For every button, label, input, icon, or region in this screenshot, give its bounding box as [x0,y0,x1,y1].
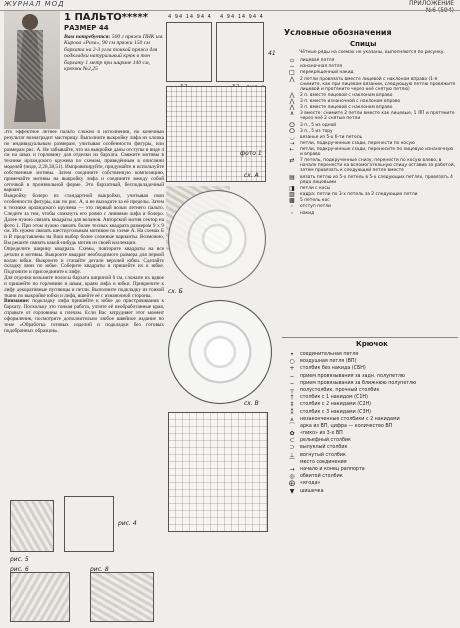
figure-4-schematic [64,496,114,552]
legend-text: вогнутый столбик [300,452,346,458]
legend-text: столбик с 3 накидами (С3Н) [300,409,372,415]
legend-text: 2 п. вместе лицевой с наклоном вправо [300,92,393,98]
legend-row [284,359,456,365]
legend-row [284,111,456,121]
legend-symbol: ▨ [289,191,295,198]
legend-row [284,424,456,430]
legend-row [284,77,456,92]
legend-symbol: ⇢ [289,140,295,148]
legend-text: петли, подкрученные сзади, перенесите по лицевую изнаночную и вправо [300,147,454,158]
bodice-front-schematic [216,22,264,82]
figure-6-image [10,572,70,622]
instruction-paragraph: Для отделки возьмите полосы бархата шириной 6 см, сложите их вдвое и пришейте по горловине и швам, краям лифа и юбки. Прикрепите к лифу декоративные пуговицы и петли. Выполните подкладку из тонкой ткани по выкройке юбки и лифа, вшейте её с изнаночной стороны. [4,275,164,299]
legend-text: столбик без накида (СБН) [300,366,366,372]
legend-symbol: ▤ [289,173,295,181]
materials-text: 500 г пряжи ПНК им. Кирова «Роза», 90 см пряжи 150 см бархата на 2-3 угла тонкой пряжи для подкладки натуральный крюк в тон бархату 1 метр при ширине 140 см, крючки №2,25 [64,34,164,73]
legend-symbol: ⩚ [290,415,294,423]
legend-symbol: ✿ [289,430,295,438]
legend-symbol: Ѻ [289,127,295,135]
pattern-title: 1 ПАЛЬТО***** [64,12,148,23]
legend-row [284,431,456,437]
knitting-legend-list [284,58,456,336]
model-figure-head [22,14,38,30]
legend-symbol: ┬ [290,386,294,394]
supplement-text: ПРИЛОЖЕНИЕ [409,0,454,7]
legend-row [284,64,456,69]
legend-symbol: † [290,394,294,402]
fig8-label: рис. 8 [90,566,109,573]
legend-divider [282,337,458,338]
legend-text: петли с косы [300,185,331,191]
legend-row [284,93,456,98]
legend-symbol: ▼ [289,487,295,495]
legend-row [284,211,456,216]
square-motif-chart-a [166,86,266,182]
legend-symbol: ◡ [289,133,295,141]
pattern-instructions [4,130,164,430]
legend-symbol: ⋀ [289,91,295,99]
legend-row [284,410,456,416]
chart-b-label: сх. Б [168,288,183,295]
legend-text: 3 п. вместе лицевой с наклоном вправо [300,105,393,111]
attention-paragraph [4,299,164,334]
measure-top-right: 4 94 14 94 4 [220,14,264,20]
chart-a-label: сх. А [244,172,259,179]
legend-row [284,402,456,408]
legend-text: 3 п., 5 из одной [300,122,337,128]
measure-top-left: 4 94 14 94 4 [168,14,212,20]
legend-text: отступ петли [300,204,331,210]
legend-symbol: ⋀ [289,75,295,83]
legend-text: 2 петли провязать вместе лицевой с наклоном вправо (1-я снимите, как при лицевом вязании, следующую петлю провяжите лицевой и протяните через неё снятую петлю) [300,76,456,92]
legend-row [284,489,456,495]
legend-text: 5 петель кос [300,198,330,204]
legend-row [284,186,456,191]
legend-symbol: □ [289,69,295,77]
legend-row [284,467,456,473]
legend-row [284,99,456,104]
instruction-paragraph: Определите ширину квадрата. Схемы, повторите квадраты на все детали и мотивы. Выкроите квадрат необходимого размера для первой волан юбки. Выкроите и стачайте детали верхней юбки. Сделайте складку вниз по юбке. Соберите квадраты и пришейте их к юбке. Подгоните и присоедините к лифу. [4,245,164,276]
legend-symbol: ⋀ [289,97,295,105]
legend-row [284,204,456,209]
materials-label: Вам потребуется: [64,34,111,40]
legend-text: «пико» из 3-х ВП [300,431,343,437]
figure-8-image [90,572,154,622]
attention-text: подкладку лифа пришейте к юбке до пристрачивания к бархату. Поскольку это тонкая работа, учтите её необработанные края, справьте от горловины к плечам. Если Вас затрудняет этот момент оформления, посмотрите дополнительно любое швейное издание по теме «Обработка готовых изделий и подкладки без готовых подобранных образцов». [4,298,164,334]
pattern-size: РАЗМЕР 44 [64,24,109,32]
legend-text: изнаночная петля [300,64,343,70]
round-motif-chart-b [168,190,266,288]
knitting-title: Спицы [350,40,377,48]
legend-symbol: ⊥ [289,451,295,459]
header-divider [0,10,460,11]
legend-row [284,366,456,372]
legend-symbol: ▫ [289,58,295,64]
legend-row [284,438,456,444]
legend-text: столбик с 1 накидом (С1Н) [300,395,368,401]
legend-text: соединительная петля [300,352,359,357]
fig6-label: рис. 6 [10,566,29,573]
legend-symbol: + [289,365,295,373]
legend-text: прием провязывания за ближнюю полупетлю [300,380,417,386]
legend-text: воздушная петля (ВП) [300,359,357,365]
instruction-paragraph: Это эффектное летнее пальто сложно в исполнении, но конечный результат вознаградит мастерицу. Выполните выкройку лифа из хлопка по индивидуальным размерам, учитывая особенности фигуры, или размерам рис. А. Не забывайте, что на выкройке даны отступы в виде 4 см на швах и горловину для отделки из бархата. Свяжите мотивы в технике ирландского кружева по схемам, приведённым в описании моделей (ниде, 2,28,38,51). Импровизируйте, придумайте и используйте собственные мотивы. Затем соедините собственную композицию, примечайте мотивы на выкройку лифа и соедините между собой сеточкой в произвольной форме. Это бархатный, бесподкладочный вариант. [4,130,164,194]
legend-symbol: → [289,466,295,473]
legend-symbol: ◦ [290,203,294,211]
legend-row [284,352,456,358]
legend-text: полустолбик, прочный столбик [300,387,380,393]
legend-text: вязанье из 5-х б-ти петель [300,134,363,140]
legend-text: петли, подкрученные сзади, перенести по косую [300,141,415,147]
legend-text: обвитой столбик [300,474,343,480]
bodice-back-schematic [166,22,212,82]
crochet-legend-list [284,352,456,624]
legend-row [284,417,456,423]
legend-row [284,481,456,487]
legend-text: столбик с 2 накидами (С2Н) [300,402,372,408]
legend-text: начало и конец раппорта [300,467,365,472]
legend-row [284,158,456,173]
legend-text: накид [300,210,315,216]
legend-text: лицевая петля [300,58,335,63]
legend-text: арка из ВП, цифра — количество ВП [300,423,393,429]
legend-row [284,175,456,185]
legend-row [284,381,456,387]
legend-row [284,129,456,134]
legend-text: 3 п., 5 из тору [300,128,333,134]
attention-label: Внимание: [4,298,30,305]
legend-row [284,460,456,466]
legend-text: незаконченные столбики с 2 накидами [300,416,400,422]
legend-symbol: ◦ [290,209,294,217]
legend-text: перекрещенный накид [300,70,354,76]
legend-symbol: ◨ [289,184,295,192]
legend-symbol: ⁀ [289,458,295,466]
legend-row [284,141,456,146]
legend-row [284,135,456,140]
legend-text: шишечка [300,488,324,494]
legend-row [284,374,456,380]
legend-row [284,388,456,394]
legend-row [284,192,456,197]
legend-symbol: ⌢ [290,372,294,380]
legend-text: 3 вместе: снимите 2 петли вместе как лицевые, 1 ЛП и протяните через неё 2 снятые петли [300,111,455,122]
legend-symbol: ◎ [289,473,295,481]
legend-text: выпуклый столбик [300,445,348,451]
legend-symbol: ‡ [290,401,294,409]
legend-symbol: ⇄ [289,157,295,165]
legend-text: рельефный столбик [300,438,351,444]
legend-symbol: ⌣ [290,379,294,387]
instruction-paragraph: Выкройку болеро из стандартной выкройки, учитывая свои особенности фигуры, как по рис. А, и не выходите за её пределы. Затем в технике ирландского кружева — это первый возьм летнего пальто. Следите за тем, чтобы сомкнуть его ровно с линиями лифа и болеро. Далее нужно связать квадраты для воланов. Авторский мотив сектор на фото 1. При этом нужно связать более тесных квадрата размером 9 х 9 см. Их нужно связать шестиугольным мотивом по схеме А. На схемах Б и В представлены на Ваш выбор более сложные варианты. Возможно, Вы решите связать какой-нибудь мотив из своей коллекции. [4,193,164,247]
legend-row [284,445,456,451]
legend-symbol: ▩ [289,197,295,205]
legend-symbol: • [290,352,294,358]
legend-symbol: ∧ [289,110,295,118]
knitting-note: Чётные ряды на схемах не указаны, выполняются по рисунку. [299,50,445,55]
fig-41-label: 41 [268,50,276,57]
legend-symbol: ⋀ [289,104,295,112]
legend-text: место соединения [300,459,347,465]
legend-row [284,474,456,480]
model-figure-lace [17,30,43,100]
legend-row [284,123,456,128]
photo1-label: фото 1 [240,150,262,157]
legend-text: 7 петель, подкрученные снизу, перенести по косую влево, в начале перенести на вспомогательную спицу оставив за работой, затем провязать к следующей петле вместе [300,158,456,174]
legend-title: Условные обозначения [284,28,392,37]
legend-text: прием провязывания за задн. полупетлю [300,373,405,379]
legend-symbol: ⌒ [288,422,295,430]
legend-row [284,453,456,459]
edging-chart [168,412,268,532]
fig5-label: рис. 5 [10,556,29,563]
legend-symbol: − [289,63,295,71]
legend-symbol: ⊃ [289,444,295,452]
magazine-name: ЖУРНАЛ МОД [4,0,65,8]
legend-row [284,70,456,75]
legend-text: вязать петлю из 5-х петель в 5-х следующих петлях, провязать 4 ряда лицевыми [300,174,453,185]
legend-row [284,105,456,110]
figure-5-image [10,500,54,552]
supplement-label [409,0,454,14]
legend-symbol: ⇠ [289,146,295,154]
legend-row [284,58,456,63]
legend-symbol: Ѻ [289,121,295,129]
legend-row [284,198,456,203]
round-motif-chart-v [168,300,272,404]
legend-row [284,147,456,157]
legend-symbol: ⨁ [289,480,295,488]
crochet-title: Крючок [356,340,388,348]
chart-v-label: сх. В [244,400,259,407]
materials-block [64,34,164,72]
legend-text: 3 п. вместе изнаночной с наклоном вправо [300,98,401,104]
legend-row [284,395,456,401]
legend-text: «ягода» [300,481,321,487]
legend-text: кадра: петли по 3-х петель за 2 следующих петли [300,192,418,197]
legend-symbol: ⁑ [290,408,294,416]
fig4-label: рис. 4 [118,520,137,527]
legend-symbol: ⊂ [289,437,295,445]
legend-symbol: ○ [289,358,295,366]
